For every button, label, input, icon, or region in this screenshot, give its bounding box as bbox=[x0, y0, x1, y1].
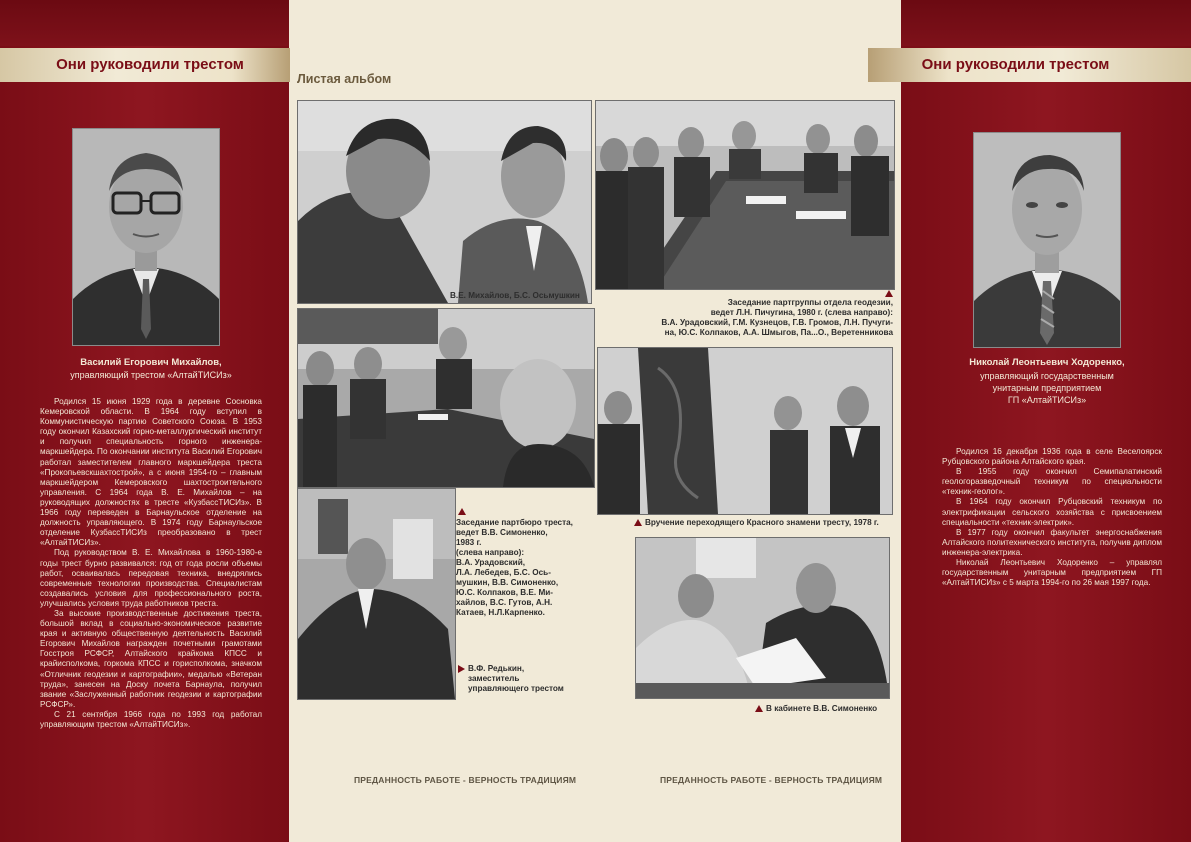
section-title: Листая альбом bbox=[297, 72, 392, 86]
right-person-title-line: управляющий государственным bbox=[980, 371, 1114, 381]
caption-line: Ю.С. Колпаков, В.Е. Ми- bbox=[456, 588, 554, 597]
caption-line: Л.А. Лебедев, Б.С. Ось- bbox=[456, 568, 551, 577]
right-person-name: Николай Леонтьевич Ходоренко, bbox=[969, 357, 1125, 368]
photo-party-bureau-meeting bbox=[297, 308, 595, 488]
right-panel bbox=[901, 0, 1191, 842]
caption-line: хайлов, В.С. Гутов, А.Н. bbox=[456, 598, 553, 607]
bio-paragraph: В 1977 году окончил факультет энергоснабжения Алтайского политехнического института, получив диплом инженера-электрика. bbox=[942, 527, 1162, 557]
caption-line: управляющего трестом bbox=[468, 684, 564, 693]
bio-paragraph: Николай Леонтьевич Ходоренко – управлял государственным унитарным предприятием ГП «АлтайТИСИз» с 5 марта 1994-го по 26 мая 1997 года. bbox=[942, 558, 1162, 588]
left-person-bio bbox=[40, 397, 262, 730]
bio-paragraph: За высокие производственные достижения треста, большой вклад в социально-экономическое развитие края и активную общественную деятельность Василий Егорович Михайлов награжден почетными грамотами Госстроя РСФСР, Алтайского крайкома КПСС и крайисполкома, горкома КПСС и горисполкома, значком «Отличник геодезии и картографии», медалью «Ветеран труда», занесен на Доску почета Барнаула, получил звание «Заслуженный работник геодезии и картографии РСФСР». bbox=[40, 608, 262, 709]
caption-line: В.Ф. Редькин, bbox=[458, 664, 564, 674]
triangle-marker-icon bbox=[458, 508, 466, 515]
motto-right: ПРЕДАННОСТЬ РАБОТЕ - ВЕРНОСТЬ ТРАДИЦИЯМ bbox=[660, 775, 883, 785]
photo-redkin bbox=[297, 488, 456, 700]
caption-line: Заседание партбюро треста, bbox=[456, 518, 573, 528]
caption-line: ведет В.В. Симоненко, bbox=[456, 528, 548, 537]
caption-photo-6: В кабинете В.В. Симоненко bbox=[755, 704, 877, 714]
bio-paragraph: В 1955 году окончил Семипалатинский геологоразведочный техникум по специальности «техник-геолог». bbox=[942, 467, 1162, 497]
bio-paragraph: С 21 сентября 1966 года по 1993 год работал управляющим трестом «АлтайТИСИз». bbox=[40, 709, 262, 729]
bio-paragraph: Родился 16 декабря 1936 года в селе Веселоярск Рубцовского района Алтайского края. bbox=[942, 447, 1162, 467]
motto-left: ПРЕДАННОСТЬ РАБОТЕ - ВЕРНОСТЬ ТРАДИЦИЯМ bbox=[354, 775, 577, 785]
bio-paragraph: Родился 15 июня 1929 года в деревне Сосновка Кемеровской области. В 1964 году вступил в Коммунистическую партию Советского Союза. В 1953 году окончил Казахский горно-металлургический институт и получил специальность горного инженера-маркшейдера. По окончании института Василий Егорович работал заместителем главного маркшейдера треста «Прокопьевскшахтострой», а с июня 1954-го – главным маркшейдером Кемеровского шахтостроительного управления. С 1964 года В. Е. Михайлов – на руководящих должностях в тресте «КузбассТИСИз». В 1966 году переведен в Барнаульское отделение на должность управляющего. В 1974 году Барнаульское отделение КузбассТИСИз преобразовано в трест «АлтайТИСИз». bbox=[40, 397, 262, 548]
triangle-marker-icon bbox=[634, 519, 642, 526]
bio-paragraph: Под руководством В. Е. Михайлова в 1960-1980-е годы трест бурно развивался: год от года росли объемы работ, осваивалась передовая техника, внедрялись современные технологии производства. Специалистам создавались условия для профессионального роста, улучшались условия труда работников треста. bbox=[40, 548, 262, 608]
caption-line: Заседание партгруппы отдела геодезии, bbox=[598, 298, 893, 308]
portrait-khodorenko bbox=[973, 132, 1121, 348]
portrait-mikhailov bbox=[72, 128, 220, 346]
right-banner-title: Они руководили трестом bbox=[868, 48, 1191, 82]
caption-photo-2 bbox=[598, 298, 893, 338]
photo-party-group-meeting bbox=[595, 100, 895, 290]
caption-photo-4: Вручение переходящего Красного знамени тресту, 1978 г. bbox=[634, 518, 879, 528]
right-person-title-line: унитарным предприятием bbox=[992, 383, 1102, 393]
right-person-title-line: ГП «АлтайТИСИз» bbox=[1007, 395, 1087, 405]
triangle-marker-icon bbox=[885, 290, 893, 297]
caption-photo-5 bbox=[458, 664, 564, 694]
caption-photo-3 bbox=[456, 518, 573, 618]
left-banner-title: Они руководили трестом bbox=[0, 48, 290, 82]
caption-line: В.А. Урадовский, bbox=[456, 558, 526, 567]
bio-paragraph: В 1964 году окончил Рубцовский техникум по электрификации сельского хозяйства с присвоением специальности «техник-электрик». bbox=[942, 497, 1162, 527]
triangle-marker-icon bbox=[755, 705, 763, 712]
caption-line: В.А. Урадовский, Г.М. Кузнецов, Г.В. Громов, Л.Н. Пучуги- bbox=[661, 318, 893, 327]
left-person-name: Василий Егорович Михайлов, bbox=[80, 357, 222, 368]
caption-line: 1983 г. bbox=[456, 538, 482, 547]
triangle-marker-icon bbox=[458, 665, 465, 673]
photo-mikhailov-osmushkin bbox=[297, 100, 592, 304]
left-person-title: управляющий трестом «АлтайТИСИз» bbox=[70, 370, 232, 380]
caption-line: на, Ю.С. Колпаков, А.А. Шмыгов, Па...О., Веретенникова bbox=[664, 328, 893, 337]
right-person-title bbox=[942, 370, 1152, 406]
photo-red-banner-award bbox=[597, 347, 893, 515]
right-person-bio bbox=[942, 447, 1162, 588]
caption-photo-1: В.Е. Михайлов, Б.С. Осьмушкин bbox=[450, 291, 580, 300]
caption-line: (слева направо): bbox=[456, 548, 525, 557]
caption-line: Катаев, Н.Л.Карпенко. bbox=[456, 608, 545, 617]
caption-line: заместитель bbox=[468, 674, 520, 683]
caption-line: мушкин, В.В. Симоненко, bbox=[456, 578, 559, 587]
caption-line: ведет Л.Н. Пичугина, 1980 г. (слева направо): bbox=[710, 308, 893, 317]
photo-simonenko-office bbox=[635, 537, 890, 699]
